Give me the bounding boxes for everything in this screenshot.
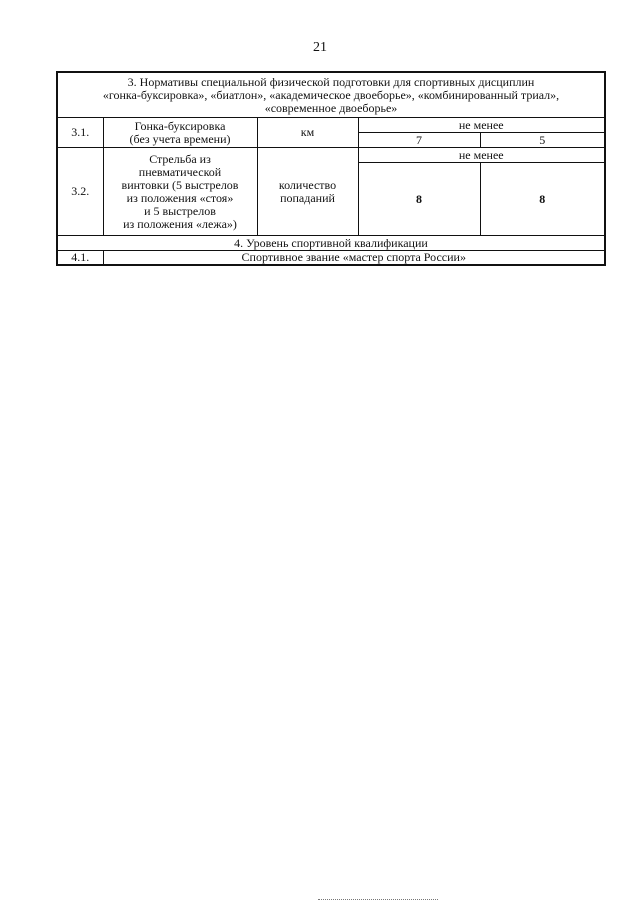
page-number: 21 [313,40,327,55]
row-3-1-value-women: 5 [480,133,605,148]
row-3-2-value-women: 8 [480,163,605,236]
row-3-2-top [57,148,605,163]
row-3-1-number: 3.1. [57,118,103,148]
row-3-2-exercise: Стрельба из пневматической винтовки (5 выстрелов из положения «стоя» и 5 выстрелов из положения «лежа») [103,148,257,236]
row-4-1 [57,251,605,266]
row-3-1-top [57,118,605,133]
row-3-1-condition: не менее [358,118,605,133]
row-3-1-value-men: 7 [358,133,480,148]
row-3-2-number: 3.2. [57,148,103,236]
row-3-2-value-men: 8 [358,163,480,236]
standards-table [56,71,606,266]
section-4-title: 4. Уровень спортивной квалификации [57,236,605,251]
section-3-title: 3. Нормативы специальной физической подготовки для спортивных дисциплин «гонка-буксировка», «биатлон», «академическое двоеборье», «комбинированный триал», «современное двоеборье» [57,72,605,118]
row-4-1-number: 4.1. [57,251,103,266]
section-4-header-row [57,236,605,251]
row-3-2-condition: не менее [358,148,605,163]
section-3-header-row [57,72,605,118]
row-4-1-text: Спортивное звание «мастер спорта России» [103,251,605,266]
row-3-1-unit: км [257,118,358,148]
scan-edge-mark [318,899,438,901]
row-3-2-unit: количество попаданий [257,148,358,236]
row-3-1-exercise: Гонка-буксировка (без учета времени) [103,118,257,148]
